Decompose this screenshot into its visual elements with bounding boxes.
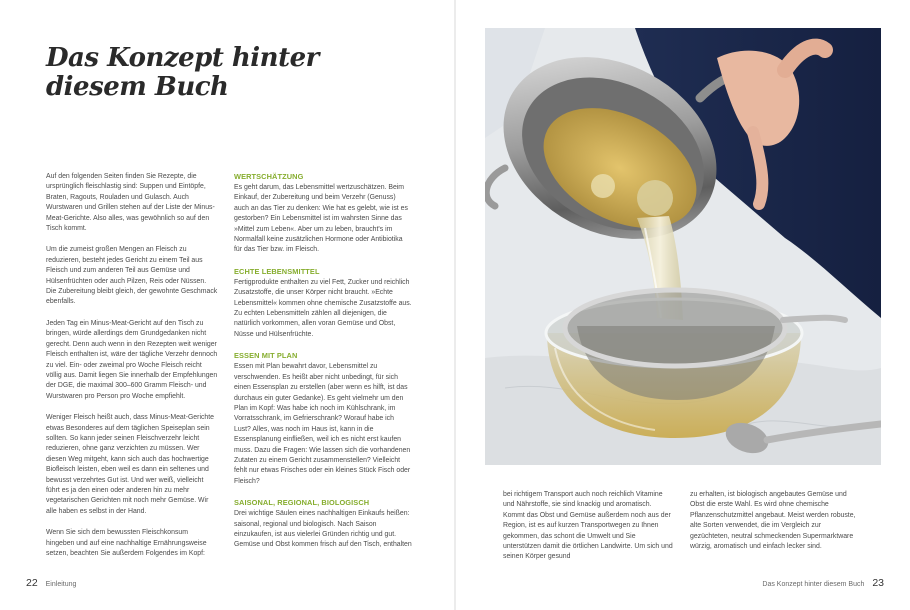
running-head-right: Das Konzept hinter diesem Buch [762,581,865,588]
paragraph: Weniger Fleisch heißt auch, dass Minus-Meat-Gerichte etwas Besonderes auf dem täglichen Speiseplan sein sollten. So kann jeder seinen Fleischverzehr leicht reduzieren, ohne ganz verzichten zu müssen. Wer diesen Weg mitgeht, kann sich auch das hochwertige Biofleisch leisten, eben weil es dann ein seltenes und bewusst verzehrtes Gut ist. Und wer weiß, vielleicht führt es ja den einen oder anderen hin zu mehr vegetarischen Gerichten mit noch mehr Gemüse. Wir alle haben es selbst in der Hand. [46,414,214,515]
section-heading: ECHTE LEBENSMITTEL [234,266,320,276]
section-heading: WERTSCHÄTZUNG [234,172,304,181]
footer-right [762,577,884,589]
paragraph: zu erhalten, ist biologisch angebautes Gemüse und Obst die erste Wahl. Es wird ohne chemische Pflanzenschutzmittel angebaut. Meist werden robuste, alte Sorten verwendet, die im Vergleich zur gezüchteten, neutral schmeckenden Supermarktware würzig, aromatisch und einfach lecker sind. [690,491,856,551]
text-column-3 [503,490,675,574]
paragraph: bei richtigem Transport auch noch reichlich Vitamine und Nährstoffe, sie sind knackig und aromatisch. Kommt das Obst und Gemüse außerdem noch aus der Region, ist es auf kurzen Transportwegen zu Ihnen gekommen, das schont die Umwelt und Sie unterstützen damit die örtlichen Landwirte. Um sich und seinen Körper gesund [503,491,673,561]
footer-left [26,577,76,589]
paragraph: Um die zumeist großen Mengen an Fleisch zu reduzieren, besteht jedes Gericht zu einem Teil aus Fleisch und zum anderen Teil aus Gemüse und Hülsenfrüchten oder auch Pilzen, Reis oder Nüssen. Die Zubereitung bleibt gleich, der gewohnte Geschmack ebenfalls. [46,246,218,306]
section-text: Es geht darum, das Lebensmittel wertzuschätzen. Beim Einkauf, der Zubereitung und beim Verzehr (Genuss) auch an das Tier zu denken: Wie hat es gelebt, wie ist es gestorben? Ein Lebensmittel ist im wahrsten Sinne das »Mittel zum Leben«. Aber um zu leben, braucht's im Normalfall keine zusätzlichen Hormone oder Antibiotika für das Tier bzw. im Fleisch. [234,184,408,254]
paragraph: Auf den folgenden Seiten finden Sie Rezepte, die ursprünglich fleischlastig sind: Suppen und Eintöpfe, Braten, Ragouts, Rouladen und Gulasch. Auch Wurstwaren und Grillen stehen auf der Liste der Minus-Meat-Gerichte. Also alles, was gewöhnlich so auf den Tisch kommt. [46,173,215,233]
section-text: Fertigprodukte enthalten zu viel Fett, Zucker und reichlich Zusatzstoffe, die unser Körper nicht braucht. »Echte Lebensmittel« kommen ohne chemische Zusatzstoffe aus. Zu echten Lebensmitteln zählen all diejenigen, die natürlich vorkommen, allen voran Gemüse und Obst, Nüsse und Hülsenfrüchte. [234,278,412,338]
text-column-2 [234,172,412,562]
paragraph: Jeden Tag ein Minus-Meat-Gericht auf den Tisch zu bringen, würde allerdings dem Grundgedanken nicht gerecht. Denn auch wenn in den Rezepten weit weniger Fleisch enthalten ist, wäre der tägliche Verzehr dennoch zu viel. Ein- oder zweimal pro Woche Fleisch reicht völlig aus. Damit liegen Sie innerhalb der Empfehlungen der DGE, die maximal 300–600 Gramm Fleisch- und Wurstwaren pro Person pro Woche empfiehlt. [46,319,218,400]
paragraph: Wenn Sie sich dem bewussten Fleischkonsum hingeben und auf eine nachhaltige Ernährungsweise setzen, beachten Sie außerdem Folgendes im Kopf: [46,529,207,557]
section-echte-lebensmittel [234,267,412,340]
broth-illustration [485,28,881,465]
running-head-left: Einleitung [45,581,77,588]
page-title [46,44,346,102]
section-essen-mit-plan [234,351,412,487]
book-gutter [454,0,456,610]
page-number-right: 23 [872,577,884,589]
section-text: Essen mit Plan bewahrt davor, Lebensmittel zu verschwenden. Es heißt aber nicht unbedingt, für sich einen Essensplan zu erstellen (aber wenn es hilft, ist das durchaus ein guter Gedanke). Es geht vielmehr um den Plan im Kopf: Was habe ich noch im Kühlschrank, im Vorratsschrank, im Gefrierschrank? Worauf habe ich Lust? Alles, was noch im Haus ist, kann in die Essensplanung einfließen, weil ich es nicht erst kaufen muss. Dazu die Fragen: Wie lassen sich die vorhandenen Zutaten zu einem Gericht zusammenstellen? Vielleicht fehlt nur etwas Frisches oder ein kleines Stück Fisch oder Fleisch? [234,363,411,485]
section-saisonal-regional-biologisch [234,498,412,551]
page-number-left: 22 [26,577,38,589]
page-title-line-2: diesem Buch [46,72,229,102]
broth-photo [485,28,881,465]
section-heading: ESSEN MIT PLAN [234,351,298,361]
section-text: Drei wichtige Säulen eines nachhaltigen Einkaufs heißen: saisonal, regional und biologisch. Nach Saison einzukaufen, ist aus vielerlei Gründen richtig und gut. Gemüse und Obst kommen frisch auf den Tisch, enthalten [234,510,412,549]
page-title-line-1: Das Konzept hinter [46,43,319,73]
section-heading: SAISONAL, REGIONAL, BIOLOGISCH [234,498,370,508]
section-wertschaetzung [234,172,412,256]
text-column-1 [46,172,218,570]
text-column-4 [690,490,862,563]
